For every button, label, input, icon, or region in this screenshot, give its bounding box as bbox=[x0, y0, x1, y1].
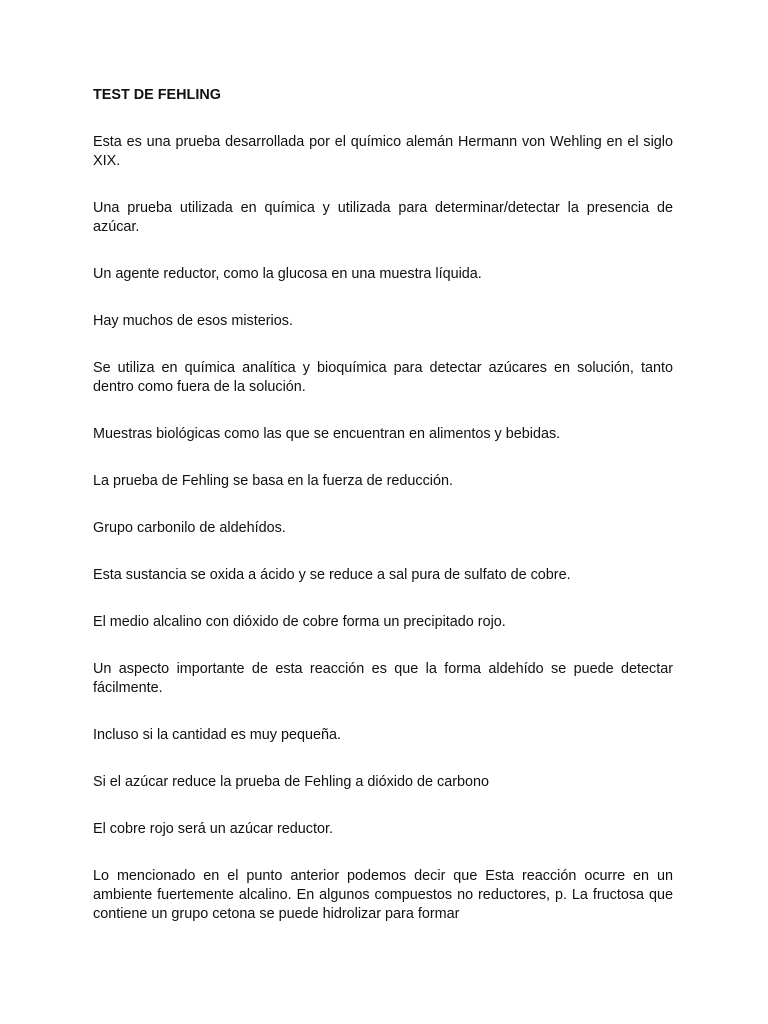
paragraph: Grupo carbonilo de aldehídos. bbox=[93, 520, 286, 536]
paragraph: Muestras biológicas como las que se encuentran en alimentos y bebidas. bbox=[93, 426, 561, 442]
paragraph: Un agente reductor, como la glucosa en una muestra líquida. bbox=[93, 266, 482, 282]
paragraph: Una prueba utilizada en química y utilizada para determinar/detectar la presencia de azúcar. bbox=[93, 200, 673, 235]
document-page bbox=[93, 86, 673, 952]
paragraph: Un aspecto importante de esta reacción es que la forma aldehído se puede detectar fácilmente. bbox=[93, 661, 673, 696]
paragraph: Se utiliza en química analítica y bioquímica para detectar azúcares en solución, tanto dentro como fuera de la solución. bbox=[93, 360, 673, 395]
paragraph: El medio alcalino con dióxido de cobre forma un precipitado rojo. bbox=[93, 614, 506, 630]
paragraph: El cobre rojo será un azúcar reductor. bbox=[93, 821, 333, 837]
paragraph: Si el azúcar reduce la prueba de Fehling a dióxido de carbono bbox=[93, 774, 490, 790]
paragraph: Incluso si la cantidad es muy pequeña. bbox=[93, 727, 341, 743]
paragraph: La prueba de Fehling se basa en la fuerza de reducción. bbox=[93, 473, 454, 489]
document-title: TEST DE FEHLING bbox=[93, 87, 221, 103]
paragraph: Esta sustancia se oxida a ácido y se reduce a sal pura de sulfato de cobre. bbox=[93, 567, 571, 583]
paragraph: Lo mencionado en el punto anterior podemos decir que Esta reacción ocurre en un ambiente fuertemente alcalino. En algunos compuestos no reductores, p. La fructosa que contiene un grupo cetona se puede hidrolizar para formar bbox=[93, 868, 673, 922]
paragraph: Esta es una prueba desarrollada por el químico alemán Hermann von Wehling en el siglo XIX. bbox=[93, 134, 673, 169]
paragraph: Hay muchos de esos misterios. bbox=[93, 313, 293, 329]
